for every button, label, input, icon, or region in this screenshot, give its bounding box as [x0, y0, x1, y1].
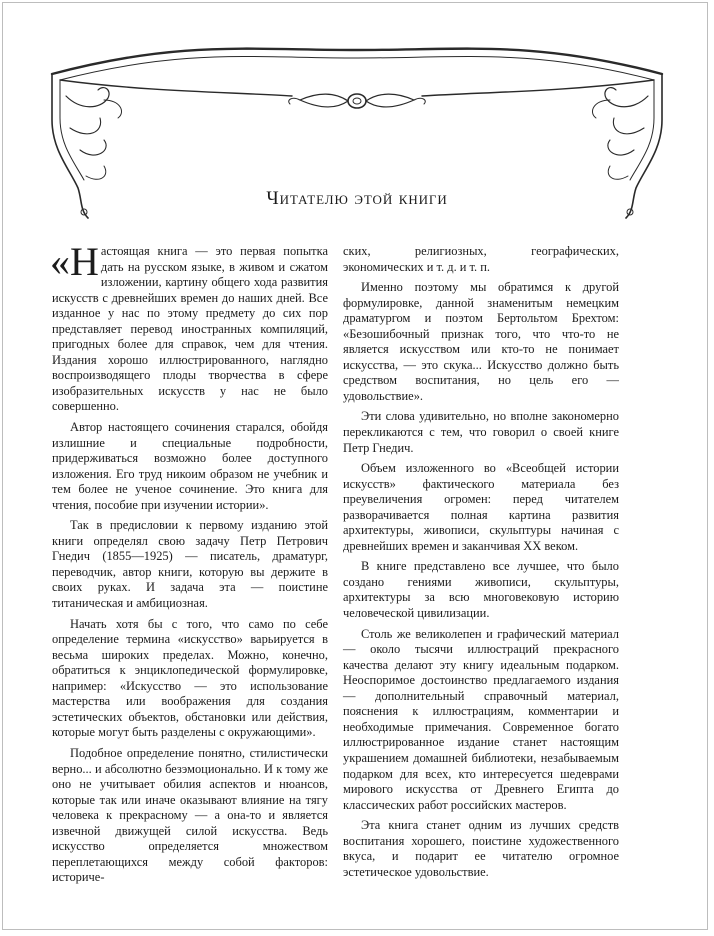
paragraph: Именно поэтому мы обратимся к другой формулировке, данной знаменитым немецким драматургом и поэтом Бертольтом Брехтом: «Безошибочный признак того, что что-то не является искусством или кто-то не понимает искусства, — это скука... Искусство должно быть средством воспитания, но цель его — удовольствие».	[343, 280, 619, 403]
paragraph: Эти слова удивительно, но вполне закономерно перекликаются с тем, что говорил о своей книге Петр Гнедич.	[343, 409, 619, 455]
paragraph: Эта книга станет одним из лучших средств воспитания хорошего, поистине художественного вкуса, и подарит ее читателю огромное эстетическое удовольствие.	[343, 818, 619, 879]
page-title: Читателю этой книги	[266, 188, 448, 209]
paragraph: ских, религиозных, географических, экономических и т. д. и т. п.	[343, 244, 619, 274]
paragraph: Объем изложенного во «Всеобщей истории искусств» фактического материала без преувеличения огромен: перед читателем разворачивается полная картина развития архитектуры, живописи, скульптуры начиная с древнейших времен и заканчивая XX веком.	[343, 461, 619, 553]
right-text-column	[343, 244, 619, 885]
paragraph: Подобное определение понятно, стилистически верно... и абсолютно безэмоционально. И к тому же оно не учитывает обилия аспектов и нюансов, которые так или иначе оказывают влияние на тягу человека к прекрасному — а она-то и является извечной движущей силой искусства. Ведь искусство определяется множеством переплетающихся между собой факторов: историче-	[52, 745, 328, 885]
paragraph: «Настоящая книга — это первая попытка дать на русском языке, в живом и сжатом изложении, картину общего хода развития искусств с древнейших времен до наших дней. Все изданное у нас по этому предмету до сих пор представляет перевод иностранных компиляций, пригодных более для справок, чем для чтения. Издания хорошо иллюстрированного, наглядно воспроизводящего плоды творчества в сфере изобразительных искусств у нас не было совершенно.	[50, 239, 328, 414]
left-text-column	[50, 239, 328, 891]
paragraph: Начать хотя бы с того, что само по себе определение термина «искусство» варьируется в весьма широких пределах. Можно, конечно, обратиться к энциклопедической формулировке, например: «Искусство — это использование мастерства или воображения для создания эстетических объектов, обстановки или действия, которые могут быть разделены с окружающими».	[52, 616, 328, 740]
drop-cap: «Н	[50, 239, 99, 284]
paragraph: В книге представлено все лучшее, что было создано гениями живописи, скульптуры, архитектуры за всю многовековую историю человеческой цивилизации.	[343, 559, 619, 621]
paragraph: Столь же великолепен и графический материал — около тысячи иллюстраций прекрасного качества делают эту книгу идеальным подарком. Неоспоримое достоинство предлагаемого издания — дополнительный справочный материал, пояснения к иллюстрациям, комментарии и необходимые примечания. Современное богато иллюстрированное издание станет настоящим украшением домашней библиотеки, незабываемым подарком для всех, кто интересуется шедеврами мирового искусства от Древнего Египта до классических работ российских мастеров.	[343, 626, 619, 812]
paragraph: Так в предисловии к первому изданию этой книги определял свою задачу Петр Петрович Гнедич (1855—1925) — писатель, драматург, переводчик, автор книги, которую вы держите в своих руках. И задача эта — поистине титаническая и амбициозная.	[52, 518, 328, 611]
paragraph: Автор настоящего сочинения старался, обойдя излишние и специальные подробности, придерживаться возможно более доступного изложения. Его труд никоим образом не учебник и тем более не ученое сочинение. Это книга для чтения, пособие при изучении истории».	[52, 420, 328, 512]
